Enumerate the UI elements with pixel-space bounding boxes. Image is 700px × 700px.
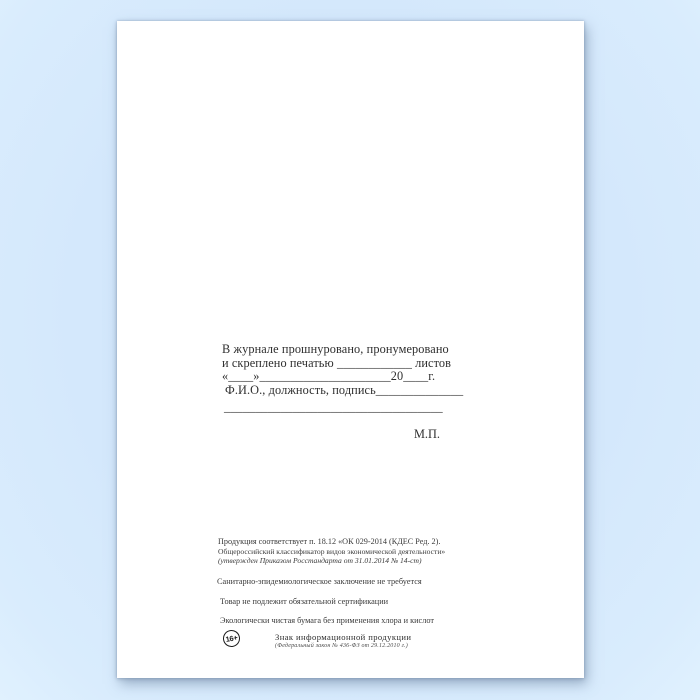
info-product-mark-law-note: (Федеральный закон № 436-ФЗ от 29.12.2010 г.) xyxy=(275,643,408,649)
certification-note: Товар не подлежит обязательной сертификации xyxy=(220,597,389,606)
compliance-note-line: Продукция соответствует п. 18.12 «ОК 029-2014 (КДЕС Ред. 2). xyxy=(218,537,441,546)
binding-statement-line: «____»_____________________20____г. xyxy=(222,369,436,384)
compliance-note-block xyxy=(218,537,445,565)
ecology-note: Экологически чистая бумага без применения хлора и кислот xyxy=(220,616,435,625)
binding-statement-line: В журнале прошнуровано, пронумеровано xyxy=(222,342,449,356)
compliance-note-line: Общероссийский классификатор видов экономической деятельности» xyxy=(218,546,446,556)
info-product-mark-title: Знак информационной продукции xyxy=(275,632,412,642)
stamp-place-label: М.П. xyxy=(414,427,440,441)
sanitary-note: Санитарно-эпидемиологическое заключение не требуется xyxy=(217,577,422,586)
binding-statement-line: и скреплено печатью ____________ листов xyxy=(222,355,452,370)
age-rating-16plus-icon: 16+ xyxy=(222,629,242,649)
binding-statement-line: Ф.И.О., должность, подпись______________ xyxy=(225,382,464,397)
journal-back-page xyxy=(117,21,584,678)
compliance-note-line: (утвержден Приказом Росстандарта от 31.01.2014 № 14-ст) xyxy=(218,555,422,565)
binding-statement-block xyxy=(222,342,464,415)
signature-blank-line: ___________________________________ xyxy=(224,400,443,415)
